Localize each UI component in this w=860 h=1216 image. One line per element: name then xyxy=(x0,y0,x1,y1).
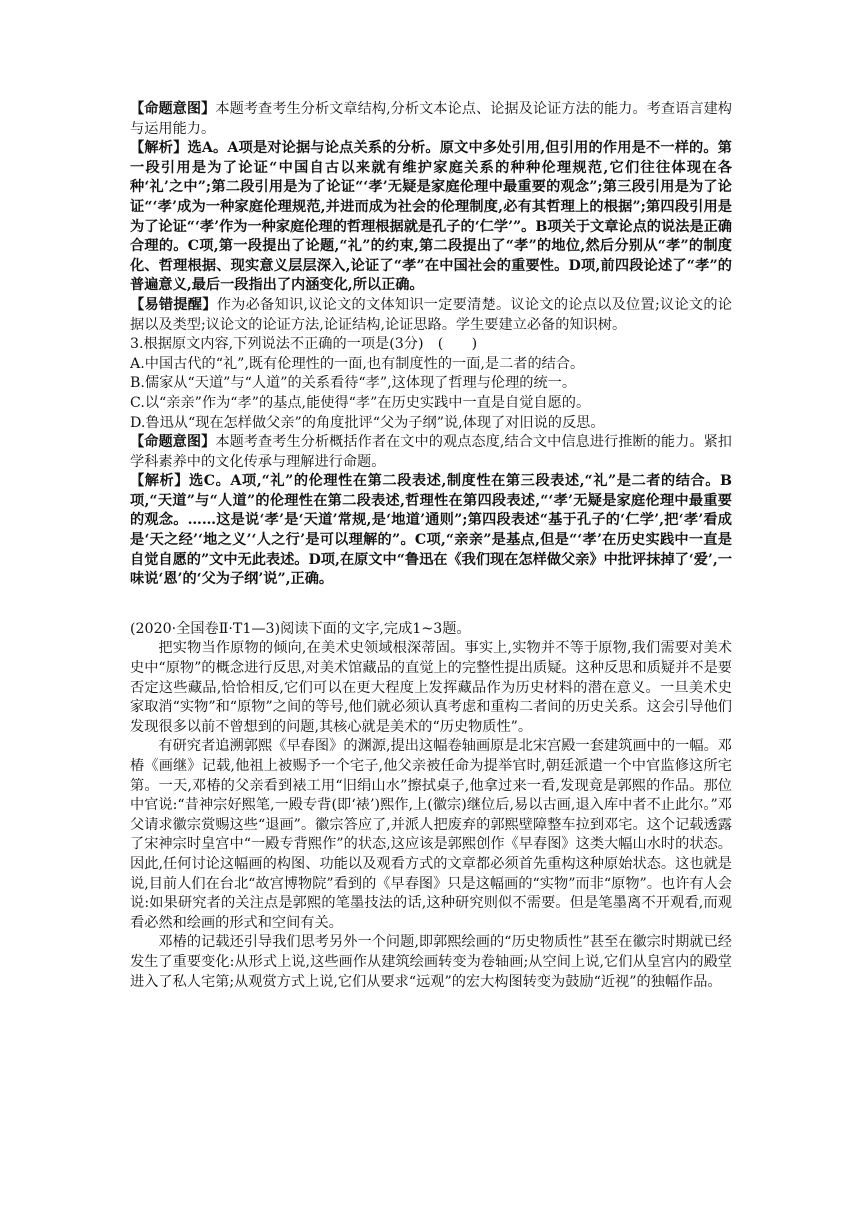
option-a: A.中国古代的“礼”,既有伦理性的一面,也有制度性的一面,是二者的结合。 xyxy=(130,355,585,372)
option-d: D.鲁迅从“现在怎样做父亲”的角度批评“父为子纲”说,体现了对旧说的反思。 xyxy=(130,414,605,431)
document-page xyxy=(130,100,732,992)
analysis-text: 选C。A项,“礼”的伦理性在第二段表述,制度性在第三段表述,“礼”是二者的结合。B项,“天道”与“人道”的伦理性在第二段表述,哲理性在第四段表述,“‘孝’无疑是家庭伦理中最重要的观念。……这是说‘孝’是‘天道’常规,是‘地道’通则”;第四段表述“基于孔子的‘仁学’,把‘孝’看成是‘天之经’‘地之义’‘人之行’是可以理解的”。C项,“亲亲”是基点,但是“‘孝’在历史实践中一直是自觉自愿的”文中无此表述。D项,在原文中“鲁迅在《我们现在怎样做父亲》中批评抹掉了‘爱’,一味说‘恩’的‘父为子纲’说”,正确。 xyxy=(130,473,732,588)
passage-paragraph: 把实物当作原物的倾向,在美术史领域根深蒂固。事实上,实物并不等于原物,我们需要对美术史中“原物”的概念进行反思,对美术馆藏品的直觉上的完整性提出质疑。这种反思和质疑并不是要否定这些藏品,恰恰相反,它们可以在更大程度上发挥藏品作为历史材料的潜在意义。一旦美术史家取消“实物”和“原物”之间的等号,他们就必须认真考虑和重构二者间的历史关系。这会引导他们发现很多以前不曾想到的问题,其核心就是美术的“历史物质性”。 xyxy=(130,640,732,735)
tip-text: 作为必备知识,议论文的文体知识一定要清楚。议论文的论点以及位置;议论文的论据以及类型;议论文的论证方法,论证结构,论证思路。学生要建立必备的知识树。 xyxy=(130,296,732,333)
intent-text: 本题考查考生分析文章结构,分析文本论点、论据及论证方法的能力。考查语言建构与运用能力。 xyxy=(130,101,732,137)
tip-paragraph xyxy=(130,296,732,335)
analysis-tag: 【解析】 xyxy=(130,473,190,490)
analysis-paragraph-2 xyxy=(130,472,732,590)
intent-paragraph-1 xyxy=(130,100,732,139)
option-c: C.以“亲亲”作为“孝”的基点,能使得“孝”在历史实践中一直是自觉自愿的。 xyxy=(130,394,591,411)
intent-text: 本题考查考生分析概括作者在文中的观点态度,结合文中信息进行推断的能力。紧扣学科素养中的文化传承与理解进行命题。 xyxy=(130,434,732,470)
section-gap xyxy=(130,590,732,620)
passage-source: (2020·全国卷Ⅱ·T1—3)阅读下面的文字,完成1~3题。 xyxy=(130,620,471,637)
intent-tag: 【命题意图】 xyxy=(130,101,216,117)
analysis-tag: 【解析】 xyxy=(130,140,188,157)
passage-paragraph: 有研究者追溯郭熙《早春图》的渊源,提出这幅卷轴画原是北宋宫殿一套建筑画中的一幅。邓椿《画继》记载,他祖上被赐予一个宅子,他父亲被任命为提举官时,朝廷派遣一个中官监修这所宅第。一天,邓椿的父亲看到裱工用“旧绢山水”擦拭桌子,他拿过来一看,发现竟是郭熙的作品。那位中官说:“昔神宗好熙笔,一殿专背(即‘裱’)熙作,上(徽宗)继位后,易以古画,退入库中者不止此尔。”邓父请求徽宗赏赐这些“退画”。徽宗答应了,并派人把废弃的郭熙壁障整车拉到邓宅。这个记载透露了宋神宗时皇宫中“一殿专背熙作”的状态,这应该是郭熙创作《早春图》这类大幅山水时的状态。因此,任何讨论这幅画的构图、功能以及观看方式的文章都必须首先重构这种原始状态。这也就是说,目前人们在台北“故宫博物院”看到的《早春图》只是这幅画的“实物”而非“原物”。也许有人会说:如果研究者的关注点是郭熙的笔墨技法的话,这种研究则似不需要。但是笔墨离不开观看,而观看必然和绘画的形式和空间有关。 xyxy=(130,738,732,931)
intent-tag: 【命题意图】 xyxy=(130,434,216,451)
passage-paragraph: 邓椿的记载还引导我们思考另外一个问题,即郭熙绘画的“历史物质性”甚至在徽宗时期就已经发生了重要变化:从形式上说,这些画作从建筑绘画转变为卷轴画;从空间上说,它们从皇宫内的殿堂进入了私人宅第;从观赏方式上说,它们从要求“远观”的宏大构图转变为鼓励“近视”的独幅作品。 xyxy=(130,934,732,990)
analysis-text: 选A。A项是对论据与论点关系的分析。原文中多处引用,但引用的作用是不一样的。第一段引用是为了论证“中国自古以来就有维护家庭关系的种种伦理规范,它们往往体现在各种‘礼’之中”;第二段引用是为了论证“‘孝’无疑是家庭伦理中最重要的观念”;第三段引用是为了论证“‘孝’成为一种家庭伦理规范,并进而成为社会的伦理制度,必有其哲理上的根据”;第四段引用是为了论证“‘孝’作为一种家庭伦理的哲理根据就是孔子的‘仁学’”。B项关于文章论点的说法是正确合理的。C项,第一段提出了论题,“礼”的约束,第二段提出了“孝”的地位,然后分别从“孝”的制度化、哲理根据、现实意义层层深入,论证了“孝”在中国社会的重要性。D项,前四段论述了“孝”的普遍意义,最后一段指出了内涵变化,所以正确。 xyxy=(130,140,732,294)
analysis-paragraph-1 xyxy=(130,139,732,296)
tip-tag: 【易错提醒】 xyxy=(130,296,217,313)
intent-paragraph-2 xyxy=(130,433,732,472)
question-3-stem: 3.根据原文内容,下列说法不正确的一项是(3分) ( ) xyxy=(130,336,478,353)
option-b: B.儒家从“天道”与“人道”的关系看待“孝”,这体现了哲理与伦理的统一。 xyxy=(130,375,577,392)
